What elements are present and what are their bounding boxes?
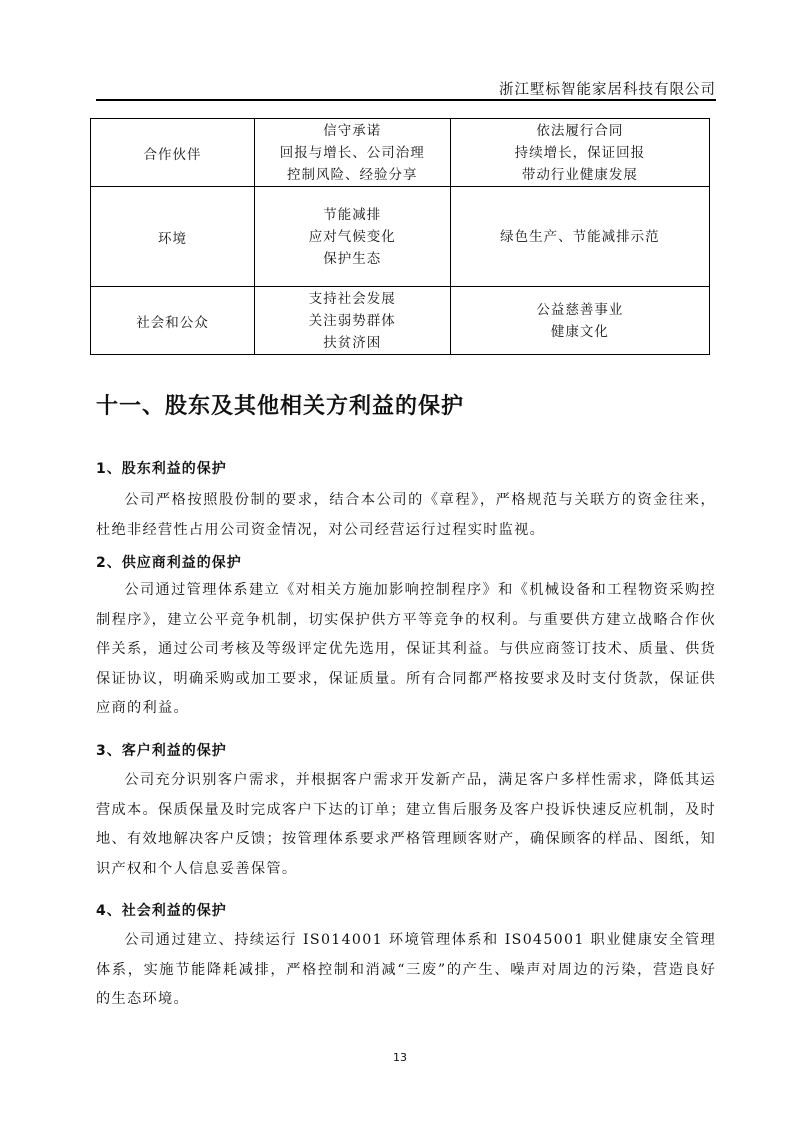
cell-line: 节能减排 [323, 206, 382, 223]
cell-line: 扶贫济困 [323, 334, 382, 351]
stakeholder-expectations [254, 287, 450, 355]
stakeholder-expectations [254, 187, 450, 287]
cell-line: 回报与增长、公司治理 [279, 144, 425, 161]
header-rule [96, 99, 716, 101]
page-header [96, 76, 716, 100]
paragraph-customers: 公司充分识别客户需求，并根据客户需求开发新产品，满足客户多样性需求，降低其运营成本。保质保量及时完成客户下达的订单；建立售后服务及客户投诉快速反应机制，及时地、有效地解决客户反馈；按管理体系要求严格管理顾客财产，确保顾客的样品、图纸，知识产权和个人信息妥善保管。 [96, 772, 716, 877]
cell-line: 信守承诺 [323, 122, 382, 139]
stakeholder-measures [450, 287, 709, 355]
stakeholder-measures [450, 119, 709, 187]
stakeholder-name: 环境 [91, 187, 255, 287]
cell-line: 保护生态 [323, 250, 382, 267]
subsection-heading-suppliers: 2、供应商利益的保护 [96, 555, 242, 571]
page-number: 13 [393, 1051, 407, 1064]
company-name: 浙江墅标智能家居科技有限公司 [499, 82, 716, 98]
stakeholder-table [90, 118, 710, 355]
cell-line: 支持社会发展 [308, 290, 396, 307]
cell-line: 控制风险、经验分享 [287, 166, 418, 183]
paragraph-shareholders: 公司严格按照股份制的要求，结合本公司的《章程》，严格规范与关联方的资金往来，杜绝非经营性占用公司资金情况，对公司经营运行过程实时监视。 [96, 492, 716, 538]
cell-line: 持续增长，保证回报 [514, 144, 646, 161]
paragraph-society: 公司通过建立、持续运行 IS014001 环境管理体系和 IS045001 职业健康安全管理体系，实施节能降耗减排，严格控制和消减“三废”的产生、噪声对周边的污染，营造良好的生态环境。 [96, 932, 716, 1007]
cell-line: 关注弱势群体 [308, 312, 396, 329]
paragraph-suppliers: 公司通过管理体系建立《对相关方施加影响控制程序》和《机械设备和工程物资采购控制程序》，建立公平竞争机制，切实保护供方平等竞争的权利。与重要供方建立战略合作伙伴关系，通过公司考核及等级评定优先选用，保证其利益。与供应商签订技术、质量、供货保证协议，明确采购或加工要求，保证质量。所有合同都严格按要求及时支付货款，保证供应商的利益。 [96, 582, 716, 716]
stakeholder-expectations [254, 119, 450, 187]
table-row [91, 119, 710, 187]
table-row [91, 187, 710, 287]
table-row [91, 287, 710, 355]
stakeholder-name: 合作伙伴 [91, 119, 255, 187]
subsection-heading-society: 4、社会利益的保护 [96, 903, 227, 919]
cell-line: 带动行业健康发展 [521, 166, 638, 183]
cell-line: 依法履行合同 [536, 122, 624, 139]
section-title: 十一、股东及其他相关方利益的保护 [96, 394, 465, 419]
stakeholder-name: 社会和公众 [91, 287, 255, 355]
cell-line: 绿色生产、节能减排示范 [500, 228, 660, 245]
cell-line: 应对气候变化 [308, 228, 396, 245]
cell-line: 健康文化 [550, 323, 609, 340]
stakeholder-measures [450, 187, 709, 287]
cell-line: 公益慈善事业 [536, 301, 624, 318]
subsection-heading-shareholders: 1、股东利益的保护 [96, 461, 227, 477]
subsection-heading-customers: 3、客户利益的保护 [96, 743, 227, 759]
